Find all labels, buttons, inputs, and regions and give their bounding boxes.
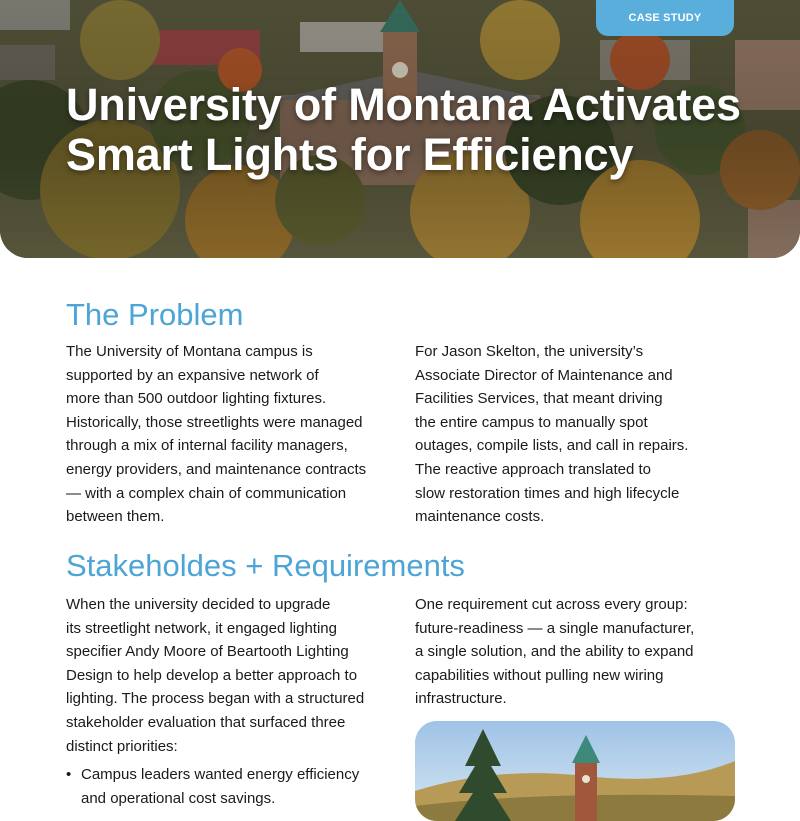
section-heading-stakeholders: Stakeholdes + Requirements [66, 548, 465, 583]
priorities-list [66, 763, 359, 810]
section-heading-problem: The Problem [66, 297, 244, 332]
problem-paragraph-right [415, 340, 688, 529]
text-line: When the university decided to upgrade [66, 596, 331, 613]
text-line: a single solution, and the ability to expand [415, 643, 694, 661]
text-line: infrastructure. [415, 690, 507, 708]
text-line: distinct priorities: [66, 737, 178, 755]
page-title-line: Smart Lights for Efficiency [66, 129, 634, 180]
campus-tower-image [415, 721, 735, 821]
campus-photo [415, 721, 735, 821]
text-line: energy providers, and maintenance contracts [66, 460, 367, 478]
page-title [66, 80, 741, 180]
page-title-line: University of Montana Activates [66, 79, 741, 130]
text-line: the entire campus to manually spot [415, 413, 648, 431]
stakeholders-paragraph-right [415, 593, 694, 711]
text-line: more than 500 outdoor lighting fixtures. [66, 390, 327, 408]
text-line: Campus leaders wanted energy efficiency [81, 766, 360, 783]
problem-paragraph-left [66, 340, 366, 529]
list-item [66, 763, 359, 810]
text-line: Historically, those streetlights were managed [66, 413, 363, 431]
text-line: and operational cost savings. [81, 789, 276, 807]
bullet-icon: • [66, 766, 72, 783]
case-study-tag-label: CASE STUDY [628, 12, 702, 24]
text-line: Design to help develop a better approach to [66, 666, 358, 684]
text-line: specifier Andy Moore of Beartooth Lighting [66, 643, 349, 661]
text-line: stakeholder evaluation that surfaced three [66, 713, 346, 731]
text-line: Facilities Services, that meant driving [415, 390, 663, 408]
text-line: capabilities without pulling new wiring [415, 666, 664, 684]
text-line: outages, compile lists, and call in repairs. [415, 437, 689, 455]
text-line: future-readiness — a single manufacturer, [415, 619, 695, 637]
hero-banner [0, 0, 800, 258]
stakeholders-paragraph-left [66, 593, 364, 758]
text-line: For Jason Skelton, the university’s [415, 343, 644, 360]
text-line: The reactive approach translated to [415, 460, 651, 478]
text-line: maintenance costs. [415, 508, 545, 526]
text-line: slow restoration times and high lifecycle [415, 484, 680, 502]
text-line: supported by an expansive network of [66, 366, 319, 384]
text-line: Associate Director of Maintenance and [415, 366, 673, 384]
case-study-tag [596, 0, 734, 36]
text-line: The University of Montana campus is [66, 343, 313, 360]
text-line: its streetlight network, it engaged lighting [66, 619, 337, 637]
text-line: lighting. The process began with a structured [66, 690, 365, 708]
text-line: — with a complex chain of communication [66, 484, 347, 502]
text-line: between them. [66, 508, 165, 526]
text-line: One requirement cut across every group: [415, 596, 688, 613]
text-line: through a mix of internal facility managers, [66, 437, 348, 455]
